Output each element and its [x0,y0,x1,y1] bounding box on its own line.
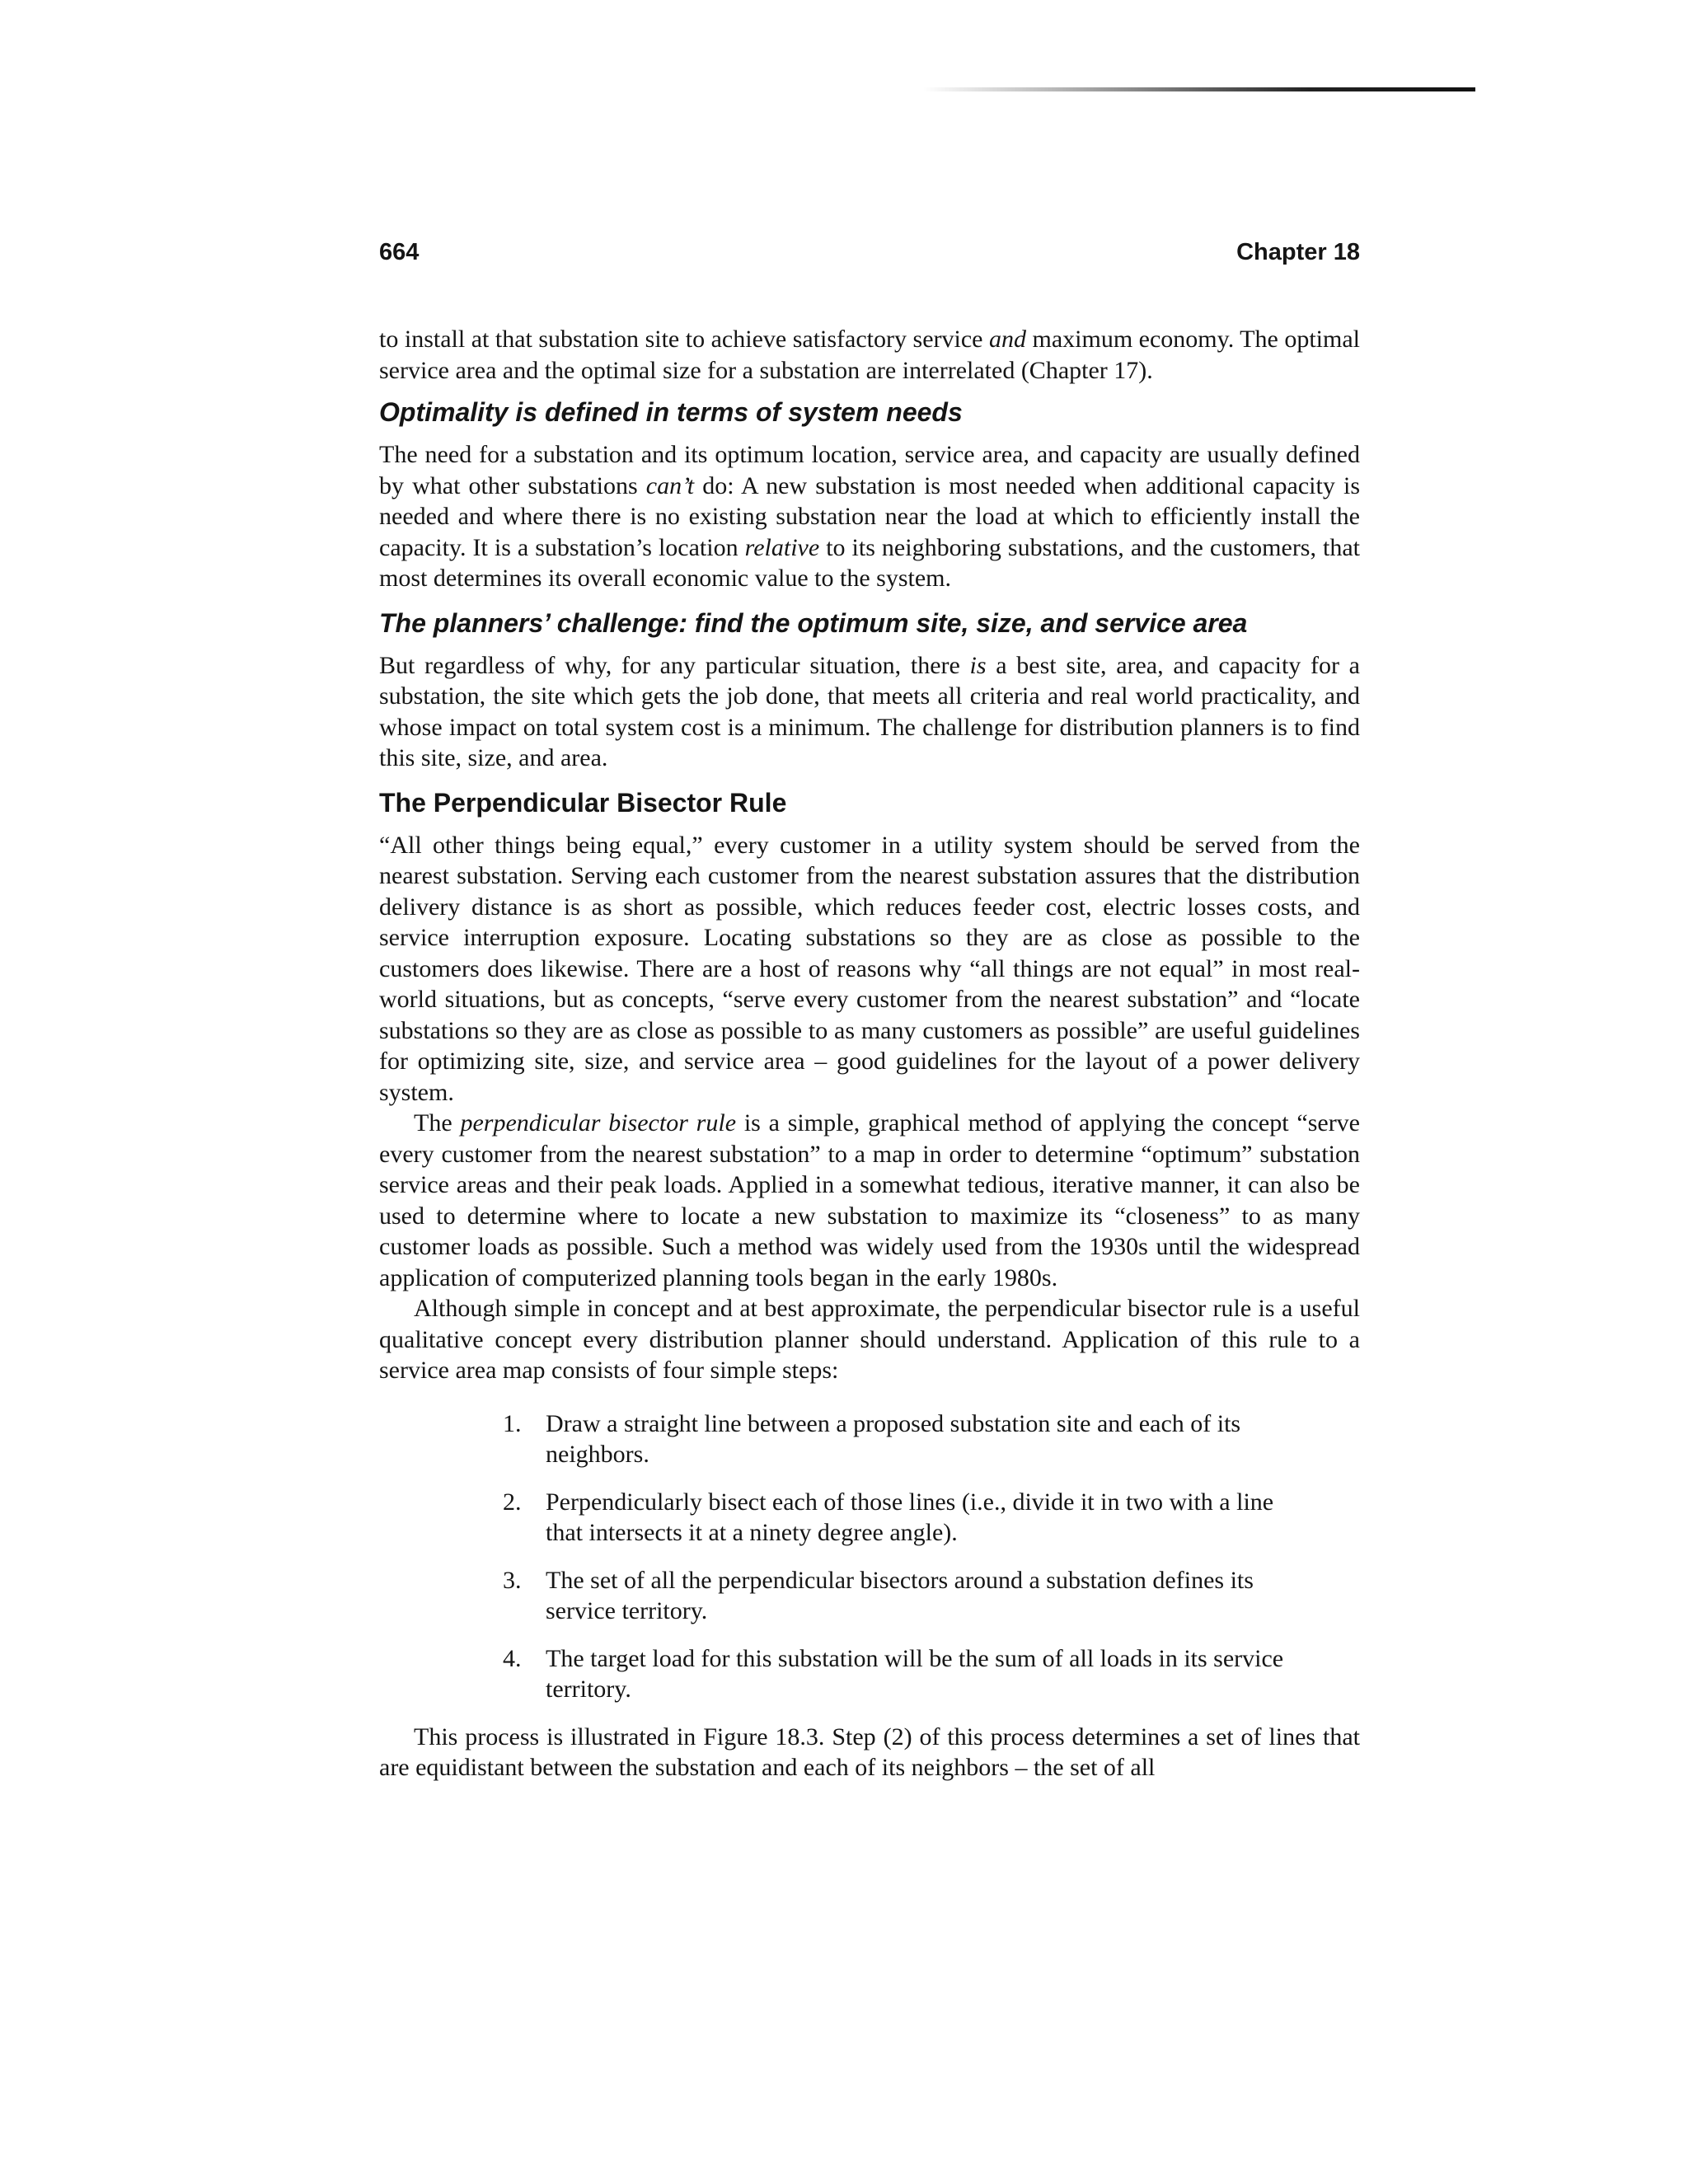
page-number: 664 [379,239,420,265]
intro-emphasis: and [988,326,1026,353]
step-text: Draw a straight line between a proposed substation site and each of its neighbors. [546,1409,1241,1468]
bisector-p2-text-2: is a simple, graphical method of applying the concept “serve every customer from the nearest substation” to a map in order to determine “optimum” substation service areas and their peak loads. Applied in a somewhat tedious, iterative manner, it can also be used to determine where to locate a new substation to maximize its “closeness” to as many customer loads as possible. Such a method was widely used from the 1930s until the widespread application of computerized planning tools began in the early 1980s. [379,1109,1360,1291]
list-item [503,1565,1286,1627]
top-rule [923,87,1475,91]
page-body [379,324,1360,1783]
optimality-emphasis-1: can’t [645,471,695,499]
section-heading-challenge: The planners’ challenge: find the optimum site, size, and service area [379,607,1248,638]
optimality-text-1: The need for a substation and its optimum location, service area, and capacity are usually defined by what other substations [379,441,1360,499]
step-text: Perpendicularly bisect each of those lines (i.e., divide it in two with a line that intersects it at a ninety degree angle). [546,1488,1274,1546]
optimality-text-2: do: A new substation is most needed when additional capacity is needed and where there is no existing substation near the load at which to efficiently install the capacity. It is a substation’s location [379,471,1360,561]
bisector-paragraph-1: “All other things being equal,” every customer in a utility system should be served from the nearest substation. Serving each customer from the nearest substation assures that the distribution delivery distance is as short as possible, which reduces feeder cost, electric losses costs, and service interruption exposure. Locating substations so they are as close as possible to the customers does likewise. There are a host of reasons why “all things are not equal” in most real-world situations, but as concepts, “serve every customer from the nearest substation” and “locate substations so they are as close as possible to as many customers as possible” are useful guidelines for optimizing site, size, and service area – good guidelines for the layout of a power delivery system. [379,831,1360,1106]
step-text: The target load for this substation will be the sum of all loads in its service territory. [546,1644,1284,1703]
list-item [503,1487,1286,1549]
bisector-p2-emphasis: perpendicular bisector rule [460,1109,737,1137]
steps-list [379,1408,1286,1705]
running-head [379,239,1360,272]
section-heading-optimality: Optimality is defined in terms of system needs [379,397,963,427]
intro-paragraph [379,324,1360,386]
challenge-text-2: a best site, area, and capacity for a substation, the site which gets the job done, that meets all criteria and real world practicality, and whose impact on total system cost is a minimum. The challenge for distribution planners is to find this site, size, and area. [379,651,1360,771]
step-text: The set of all the perpendicular bisectors around a substation defines its service territory. [546,1566,1254,1624]
challenge-paragraph [379,650,1360,774]
section-heading-bisector-rule: The Perpendicular Bisector Rule [379,787,787,818]
list-item [503,1643,1286,1705]
bisector-paragraph-2 [379,1108,1360,1293]
challenge-text-1: But regardless of why, for any particular situation, there [379,651,970,679]
list-item [503,1408,1286,1470]
intro-text-2: maximum economy. The optimal service area and the optimal size for a substation are interrelated (Chapter 17). [379,326,1360,384]
step-number: 4. [503,1644,522,1672]
optimality-text-3: to its neighboring substations, and the customers, that most determines its overall economic value to the system. [379,533,1360,592]
bisector-p2-text-1: The [414,1109,461,1137]
chapter-label: Chapter 18 [1236,239,1360,265]
step-number: 3. [503,1566,522,1594]
bisector-paragraph-4: This process is illustrated in Figure 18.3. Step (2) of this process determines a set of lines that are equidistant between the substation and each of its neighbors – the set of all [379,1722,1360,1781]
intro-text-1: to install at that substation site to achieve satisfactory service [379,326,989,353]
challenge-emphasis: is [969,651,987,679]
step-number: 1. [503,1409,522,1437]
optimality-emphasis-2: relative [744,533,820,561]
step-number: 2. [503,1488,522,1516]
bisector-paragraph-3: Although simple in concept and at best approximate, the perpendicular bisector rule is a useful qualitative concept every distribution planner should understand. Application of this rule to a service area map consists of four simple steps: [379,1295,1360,1384]
optimality-paragraph [379,439,1360,594]
